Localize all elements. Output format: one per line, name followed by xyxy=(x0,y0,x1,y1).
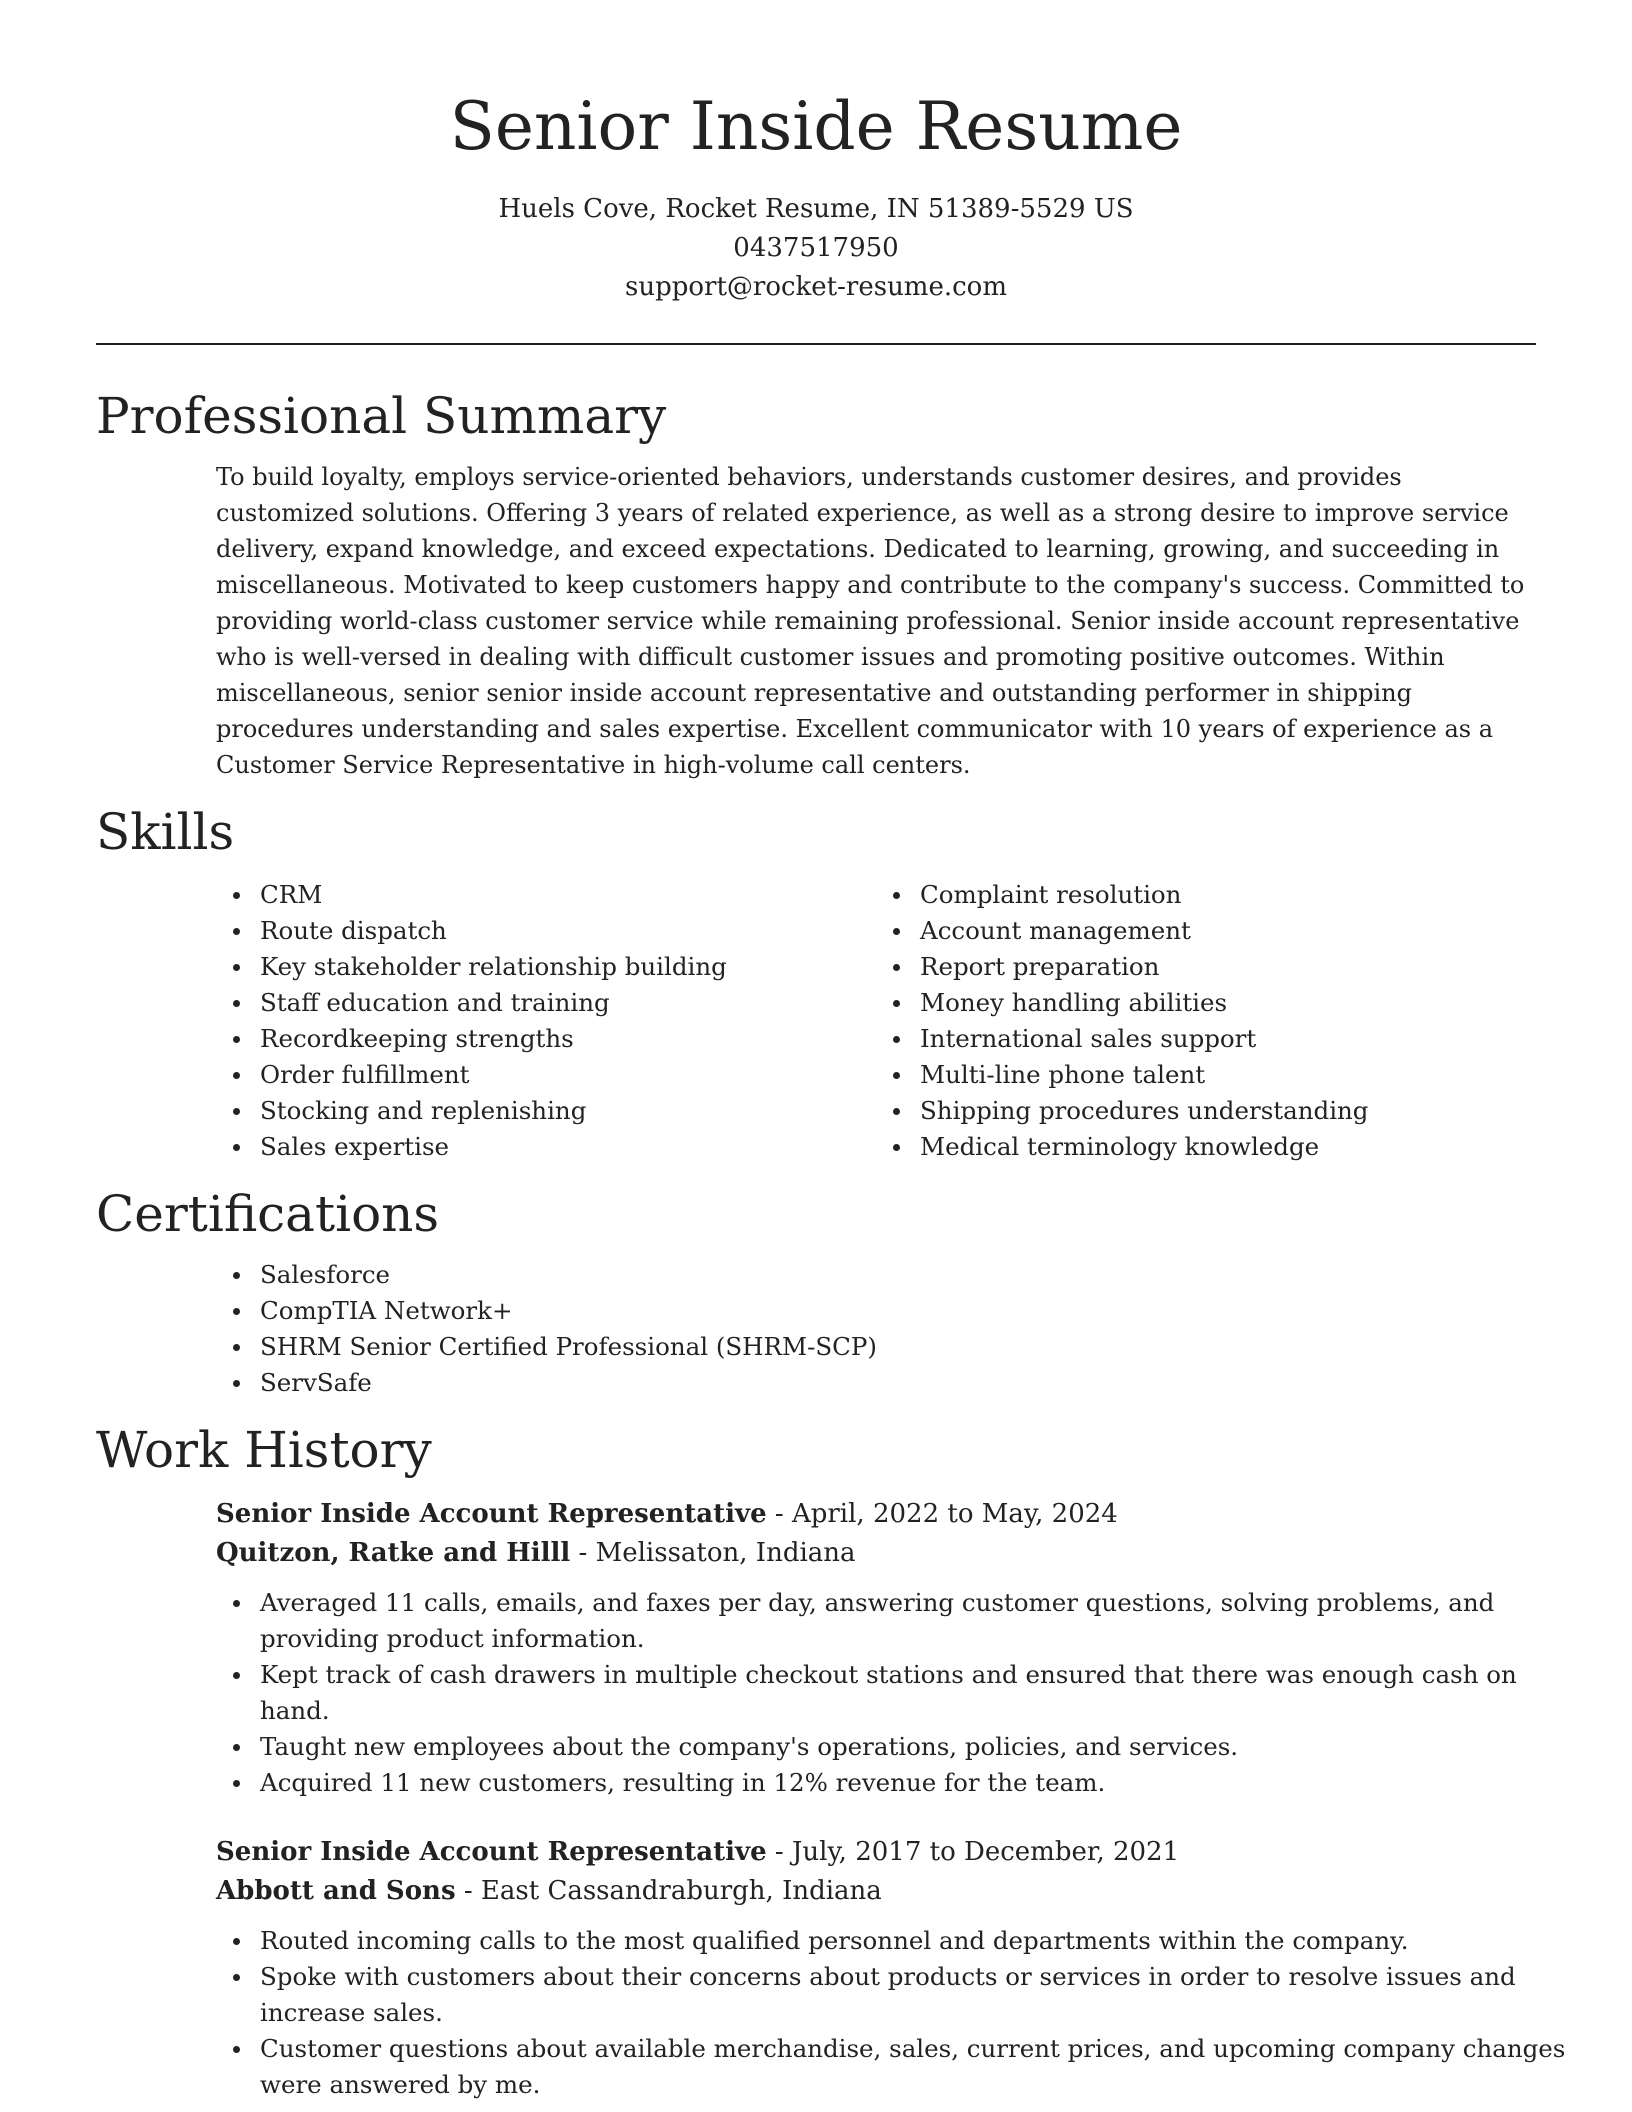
skill-item: Route dispatch xyxy=(260,913,876,949)
skill-item: Money handling abilities xyxy=(920,985,1536,1021)
job-dates: - July, 2017 to December, 2021 xyxy=(766,1837,1180,1867)
resume-header xyxy=(96,0,1536,307)
skill-item: Staff education and training xyxy=(260,985,876,1021)
contact-phone: 0437517950 xyxy=(733,233,899,263)
skill-item: Account management xyxy=(920,913,1536,949)
skill-item: Order fulfillment xyxy=(260,1057,876,1093)
job-bullets xyxy=(216,1923,1570,2103)
resume-page xyxy=(96,0,1566,2103)
certification-item: CompTIA Network+ xyxy=(260,1293,1536,1329)
contact-block xyxy=(96,190,1536,307)
job-bullet: Taught new employees about the company's operations, policies, and services. xyxy=(260,1729,1570,1765)
job-entry xyxy=(216,1495,1536,1801)
job-bullet: Routed incoming calls to the most qualified personnel and departments within the company. xyxy=(260,1923,1570,1959)
skill-item: Shipping procedures understanding xyxy=(920,1093,1536,1129)
job-dates: - April, 2022 to May, 2024 xyxy=(766,1499,1118,1529)
job-bullet: Kept track of cash drawers in multiple checkout stations and ensured that there was enough cash on hand. xyxy=(260,1657,1570,1729)
skills-left-list xyxy=(216,877,876,1165)
job-title: Senior Inside Account Representative xyxy=(216,1499,767,1529)
skill-item: Recordkeeping strengths xyxy=(260,1021,876,1057)
skill-item: Key stakeholder relationship building xyxy=(260,949,876,985)
skill-item: CRM xyxy=(260,877,876,913)
work-history-section xyxy=(96,1415,1566,2103)
job-bullet: Customer questions about available merchandise, sales, current prices, and upcoming company changes were answered by me. xyxy=(260,2031,1570,2103)
contact-address: Huels Cove, Rocket Resume, IN 51389-5529 US xyxy=(498,194,1134,224)
job-location: - East Cassandraburgh, Indiana xyxy=(455,1876,882,1906)
summary-title: Professional Summary xyxy=(96,387,667,445)
skill-item: Complaint resolution xyxy=(920,877,1536,913)
certifications-section xyxy=(96,1179,1536,1401)
skill-item: International sales support xyxy=(920,1021,1536,1057)
certification-item: ServSafe xyxy=(260,1365,1536,1401)
job-company-line xyxy=(216,1872,1536,1911)
contact-email: support@rocket-resume.com xyxy=(624,272,1007,302)
job-company: Abbott and Sons xyxy=(216,1876,456,1906)
resume-name: Senior Inside Resume xyxy=(449,88,1183,165)
skills-section xyxy=(96,797,1536,1165)
skills-columns xyxy=(216,877,1536,1165)
skill-item: Multi-line phone talent xyxy=(920,1057,1536,1093)
certification-item: Salesforce xyxy=(260,1257,1536,1293)
job-bullets xyxy=(216,1585,1570,1801)
work-history-title: Work History xyxy=(96,1421,432,1479)
summary-section xyxy=(96,381,1536,783)
job-entry xyxy=(216,1833,1566,2103)
skill-item: Report preparation xyxy=(920,949,1536,985)
skill-item: Stocking and replenishing xyxy=(260,1093,876,1129)
job-bullet: Acquired 11 new customers, resulting in 12% revenue for the team. xyxy=(260,1765,1570,1801)
job-title-line xyxy=(216,1833,1536,1872)
job-bullet: Spoke with customers about their concerns about products or services in order to resolve issues and increase sales. xyxy=(260,1959,1570,2031)
certifications-title: Certifications xyxy=(96,1185,440,1243)
certification-item: SHRM Senior Certified Professional (SHRM-SCP) xyxy=(260,1329,1536,1365)
skill-item: Sales expertise xyxy=(260,1129,876,1165)
certifications-list xyxy=(216,1257,1536,1401)
job-bullet: Averaged 11 calls, emails, and faxes per day, answering customer questions, solving problems, and providing product information. xyxy=(260,1585,1570,1657)
job-title: Senior Inside Account Representative xyxy=(216,1837,767,1867)
summary-text: To build loyalty, employs service-oriented behaviors, understands customer desires, and provides customized solutions. Offering 3 years of related experience, as well as a strong desire to improve service delivery, expand knowledge, and exceed expectations. Dedicated to learning, growing, and succeeding in miscellaneous. Motivated to keep customers happy and contribute to the company's success. Committed to providing world-class customer service while remaining professional. Senior inside account representative who is well-versed in dealing with difficult customer issues and promoting positive outcomes. Within miscellaneous, senior senior inside account representative and outstanding performer in shipping procedures understanding and sales expertise. Excellent communicator with 10 years of experience as a Customer Service Representative in high-volume call centers. xyxy=(216,463,1525,779)
job-company: Quitzon, Ratke and Hilll xyxy=(216,1538,571,1568)
header-divider xyxy=(96,343,1536,345)
job-location: - Melissaton, Indiana xyxy=(570,1538,856,1568)
skills-right-list xyxy=(876,877,1536,1165)
job-company-line xyxy=(216,1534,1536,1573)
skills-title: Skills xyxy=(96,803,235,861)
skill-item: Medical terminology knowledge xyxy=(920,1129,1536,1165)
job-title-line xyxy=(216,1495,1536,1534)
